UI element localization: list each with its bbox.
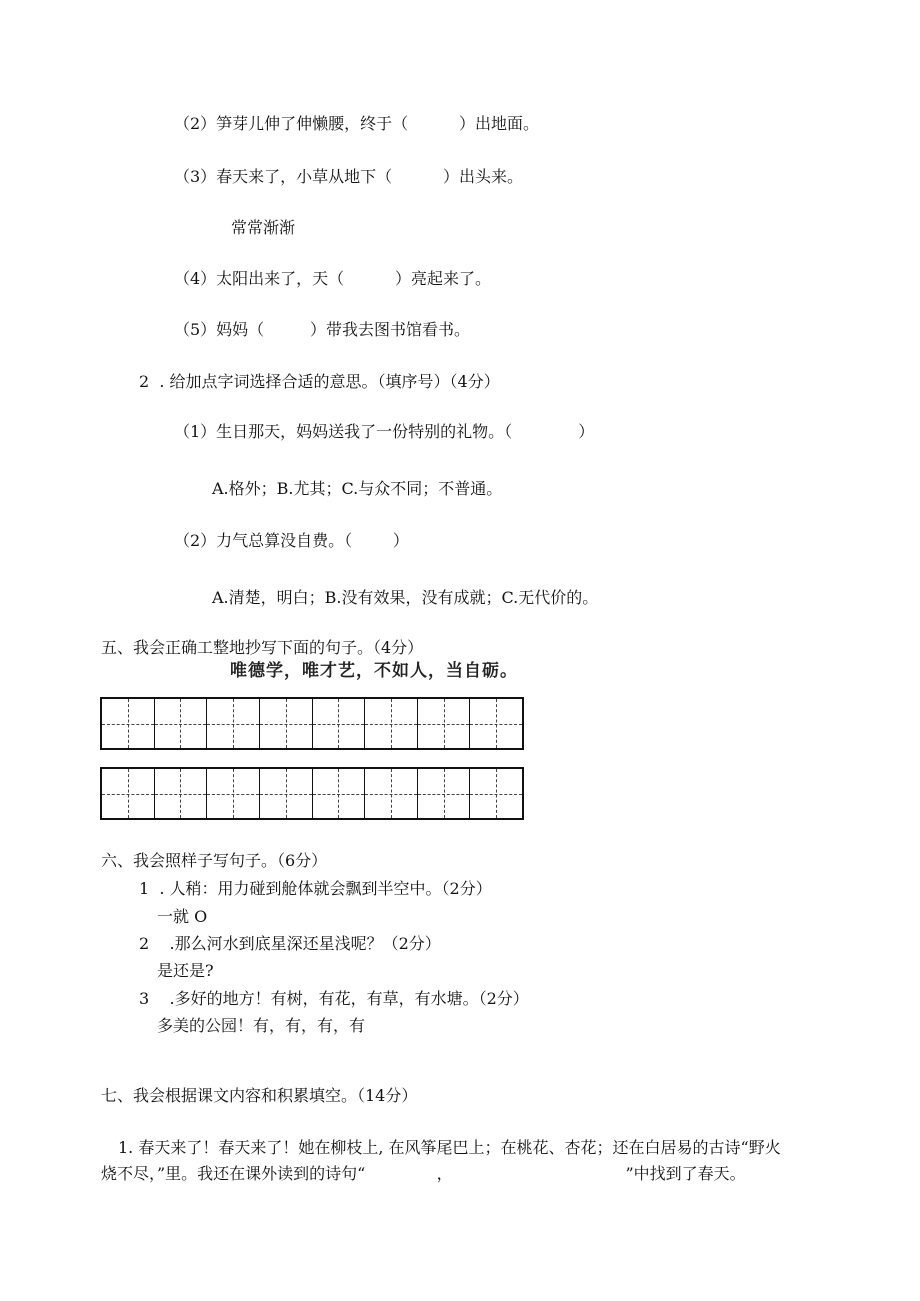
grid-cell[interactable] xyxy=(470,769,522,818)
q2-title: 2 . 给加点字词选择合适的意思。（填序号）（4分） xyxy=(139,372,500,391)
grid-cell[interactable] xyxy=(418,769,471,818)
grid-cell[interactable] xyxy=(260,699,313,748)
grid-cell[interactable] xyxy=(155,769,208,818)
grid-cell[interactable] xyxy=(207,699,260,748)
q1-item-4: （4）太阳出来了，天（ ）亮起来了。 xyxy=(174,269,492,288)
grid-cell[interactable] xyxy=(470,699,522,748)
model-sentence: 唯德学，唯才艺，不如人，当自砺。 xyxy=(230,661,518,681)
part6-q3-pattern: 多美的公园！有，有，有，有 xyxy=(157,1016,366,1035)
grid-cell[interactable] xyxy=(260,769,313,818)
grid-cell[interactable] xyxy=(155,699,208,748)
grid-cell[interactable] xyxy=(365,699,418,748)
grid-cell[interactable] xyxy=(365,769,418,818)
writing-grid-row-2[interactable] xyxy=(100,767,524,820)
q1-item-5: （5）妈妈（ ）带我去图书馆看书。 xyxy=(174,320,470,339)
grid-cell[interactable] xyxy=(313,699,366,748)
part6-q1-pattern: 一就 O xyxy=(157,907,208,926)
q2-item-2-options: A.清楚，明白；B.没有效果，没有成就；C.无代价的。 xyxy=(212,588,599,607)
part6-q1: 1 . 人稍：用力碰到舱体就会飘到半空中。（2分） xyxy=(139,879,492,898)
part6-q2-pattern: 是还是? xyxy=(157,961,214,980)
grid-cell[interactable] xyxy=(102,699,155,748)
part7-q1-line1: 1. 春天来了！春天来了！她在柳枝上, 在风筝尾巴上；在桃花、杏花；还在白居易的古诗“野火 xyxy=(118,1138,781,1157)
grid-cell[interactable] xyxy=(207,769,260,818)
q1-item-2: （2）笋芽儿伸了伸懒腰，终于（ ）出地面。 xyxy=(174,114,540,133)
grid-cell[interactable] xyxy=(418,699,471,748)
part6-title: 六、我会照样子写句子。（6分） xyxy=(101,851,328,870)
part7-q1-line2: 烧不尽，”里。我还在课外读到的诗句“ ， ”中找到了春天。 xyxy=(101,1164,746,1183)
part6-q3: 3 .多好的地方！有树，有花，有草，有水塘。（2分） xyxy=(139,989,529,1008)
q2-item-1-options: A.格外；B.尤其；C.与众不同；不普通。 xyxy=(212,479,503,498)
part5-title: 五、我会正确工整地抄写下面的句子。（4分） xyxy=(101,638,424,657)
writing-grid-row-1[interactable] xyxy=(100,697,524,750)
q2-item-2: （2）力气总算没自费。（ ） xyxy=(174,531,409,550)
q1-item-3: （3）春天来了，小草从地下（ ）出头来。 xyxy=(174,167,524,186)
word-bank: 常常渐渐 xyxy=(231,218,296,237)
part7-title: 七、我会根据课文内容和积累填空。（14分） xyxy=(101,1086,418,1105)
q2-item-1: （1）生日那天，妈妈送我了一份特别的礼物。（ ） xyxy=(174,422,595,441)
part6-q2: 2 .那么河水到底星深还星浅呢？（2分） xyxy=(139,934,441,953)
grid-cell[interactable] xyxy=(313,769,366,818)
grid-cell[interactable] xyxy=(102,769,155,818)
